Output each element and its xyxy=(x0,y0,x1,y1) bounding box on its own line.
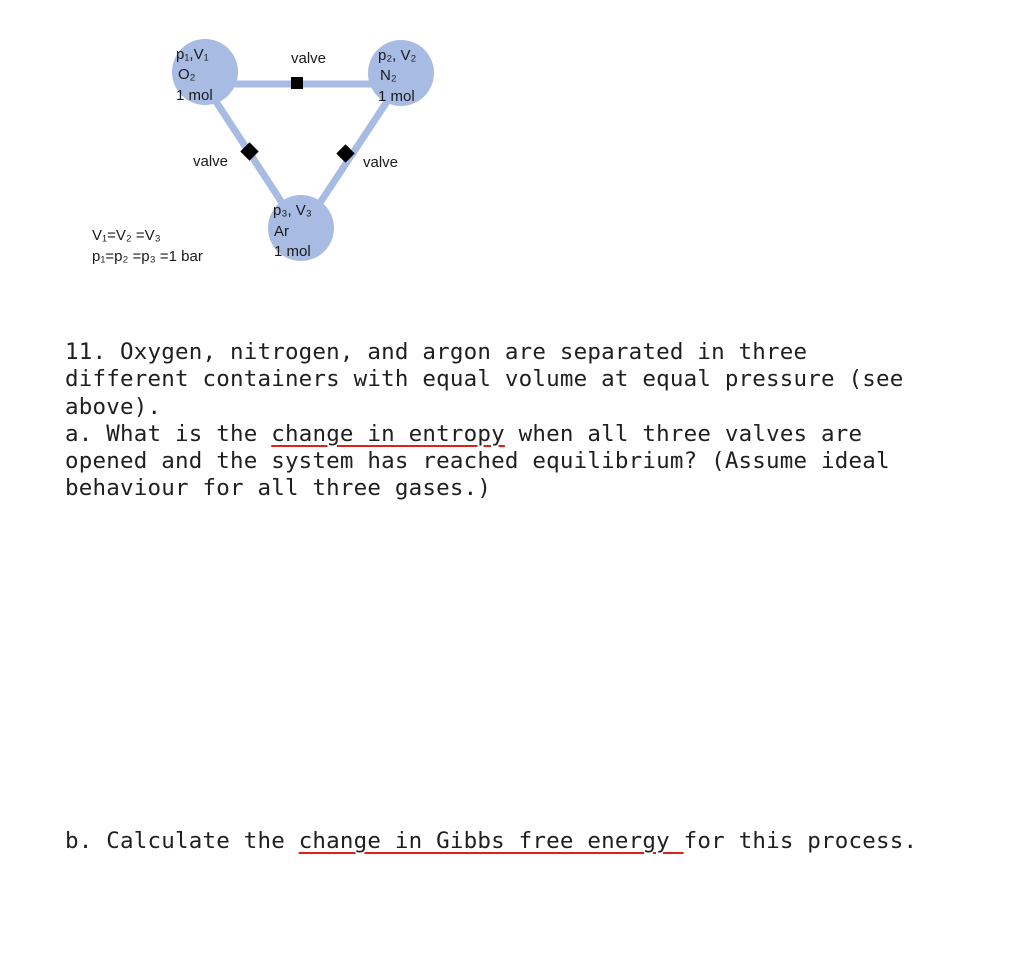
part-a-underlined-term: change in entropy xyxy=(271,420,505,447)
container1-amount: 1 mol xyxy=(176,87,213,104)
gas-containers-diagram xyxy=(0,0,480,300)
container3-amount: 1 mol xyxy=(274,243,311,260)
container1-pressure-volume: p₁,V₁ xyxy=(176,46,209,63)
volume-condition: V₁=V₂ =V₃ xyxy=(92,227,161,244)
question-line-3: above). xyxy=(65,393,162,420)
container2-gas: N₂ xyxy=(380,67,397,84)
container2-amount: 1 mol xyxy=(378,88,415,105)
question-11 xyxy=(65,339,965,503)
question-line-1: 11. Oxygen, nitrogen, and argon are separated in three xyxy=(65,339,808,365)
valve-top xyxy=(291,77,303,89)
container3-pressure-volume: p₃, V₃ xyxy=(273,202,312,219)
container1-gas: O₂ xyxy=(178,66,196,83)
container2-pressure-volume: p₂, V₂ xyxy=(378,47,417,64)
part-a-suffix: when all three valves are xyxy=(504,420,863,447)
question-line-2: different containers with equal volume at equal pressure (see xyxy=(65,366,904,393)
part-b-prefix: b. Calculate the xyxy=(65,828,299,854)
valve-left-label: valve xyxy=(193,153,229,170)
part-b-underlined-term: change in Gibbs free energy xyxy=(298,828,684,854)
question-line-5: opened and the system has reached equilibrium? (Assume ideal xyxy=(65,448,890,475)
valve-right-label: valve xyxy=(363,154,399,171)
container3-gas: Ar xyxy=(274,223,289,240)
part-a-prefix: a. What is the xyxy=(65,420,272,447)
question-part-b xyxy=(65,828,917,855)
question-line-6: behaviour for all three gases.) xyxy=(65,475,492,502)
valve-top-label: valve xyxy=(291,50,327,67)
pressure-condition: p₁=p₂ =p₃ =1 bar xyxy=(92,248,203,265)
part-b-suffix: for this process. xyxy=(683,828,918,854)
